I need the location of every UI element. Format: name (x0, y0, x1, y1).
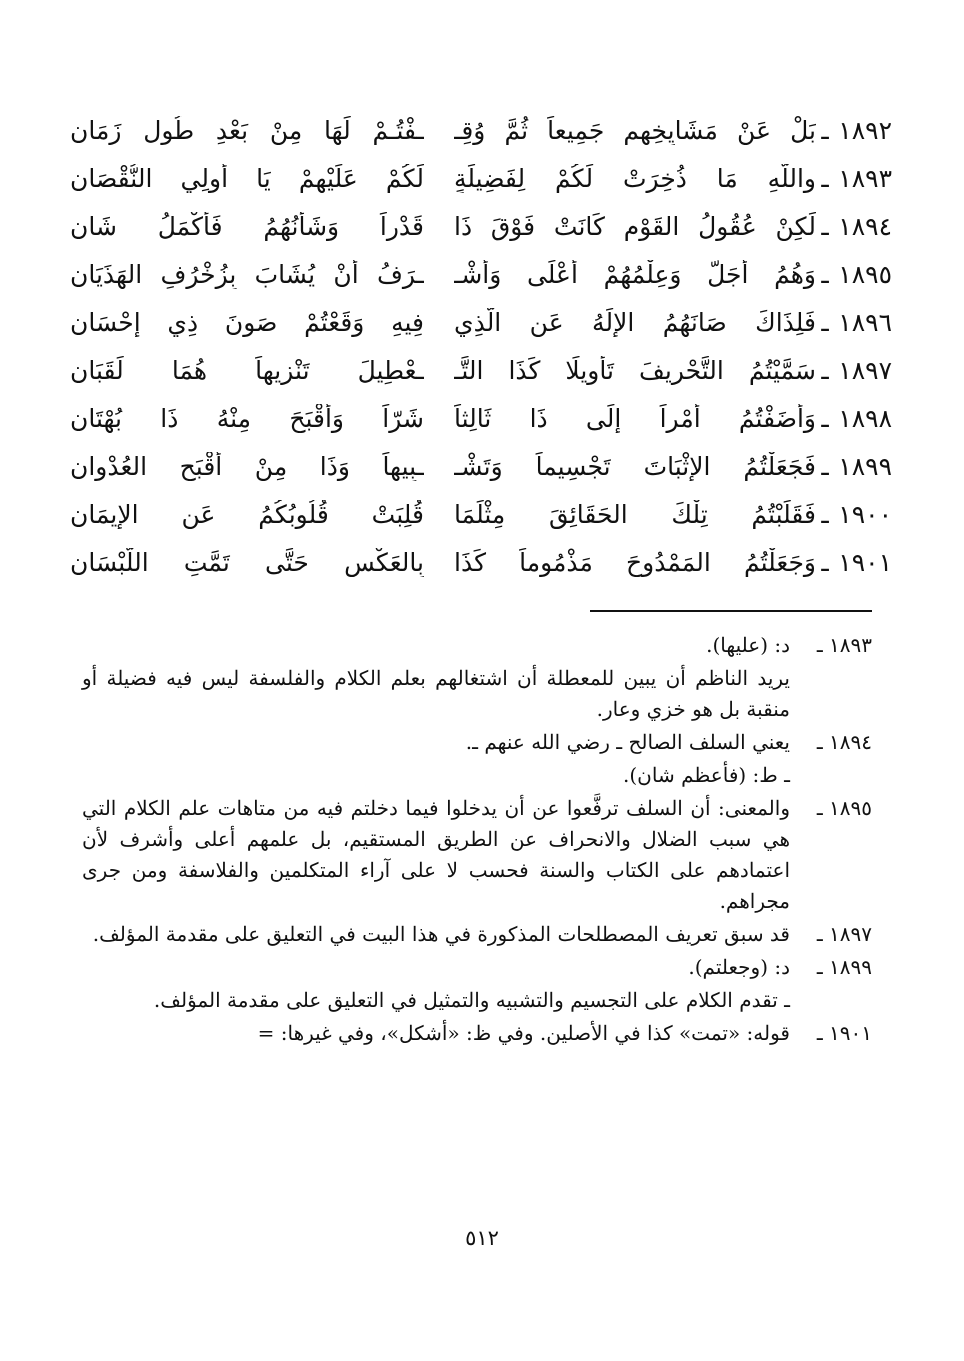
page-number: ٥١٢ (465, 1226, 499, 1250)
verse-number: ١٨٩٤ (838, 211, 892, 241)
verse-second-hemistich: فِيهِ وَقَعْتُمْ صَونَ ذِي إحْسَانِ (70, 307, 424, 337)
verse-second-hemistich: لَكُمْ عَلَيْهِمْ يَا أولِي النُّقْصَانِ (70, 163, 424, 193)
verse-second-hemistich: ـبِيهاً وَذَا مِنْ أقْبَحِ العُدْوانِ (70, 451, 424, 481)
verse-line (70, 346, 892, 394)
footnotes (82, 630, 872, 1051)
verse-dash: ـ (821, 547, 829, 577)
footnote-text: يعني السلف الصالح ـ رضي الله عنهم ـ. (465, 730, 790, 754)
verse-line (70, 394, 892, 442)
footnote-text: ـ تقدم الكلام على التجسيم والتشبيه والتمثيل في التعليق على مقدمة المؤلف. (153, 988, 790, 1012)
verse-number: ١٨٩٢ (838, 115, 892, 145)
verse-dash: ـ (821, 499, 829, 529)
verse-second-hemistich: قُلِبَتْ قُلُوبُكُمُ عَنِ الإِيمَانِ (70, 499, 424, 529)
footnote (82, 630, 872, 661)
verse-first-hemistich: لَكِنْ عُقُولُ القَوْمِ كَانَتْ فَوْقَ ذَا (454, 211, 816, 241)
verse-second-hemistich: شَرّاً وَأقْبَحَ مِنْهُ ذَا بُهْتَانِ (70, 403, 424, 433)
footnote-text: د: (وجعلتم). (688, 955, 790, 979)
footnote-separator (590, 610, 872, 612)
verse-first-hemistich: بَلْ عَنْ مَشَايِخِهِم جَمِيعاً ثُمَّ وُقِـ (454, 115, 816, 145)
footnote (82, 985, 872, 1016)
footnote (82, 663, 872, 725)
verse-number: ١٨٩٥ (838, 259, 892, 289)
verse-second-hemistich: قَدْراً وَشَأْنُهُمُ فَأكْمَلُ شَانِ (70, 211, 424, 241)
verse-dash: ـ (821, 259, 829, 289)
verse-second-hemistich: ـعْطِيلَ تَنْزِيهاً هُمَا لَقَبَانِ (70, 355, 424, 385)
verse-line (70, 490, 892, 538)
verse-line (70, 202, 892, 250)
verse-first-hemistich: واللَّهِ مَا ذُخِرَتْ لَكُمْ لِفَضِيلَةٍ (454, 163, 816, 193)
verse-first-hemistich: سَمَّيْتُمُ التَّحْرِيفَ تَأْوِيلًا كَذَا التَّـ (454, 355, 816, 385)
footnote-text: ـ ط: (فأعظم شان). (623, 763, 790, 787)
verse-second-hemistich: ـرَفُ أنْ يُشَابَ بِزُخْرُفِ الهَذَيَانِ (70, 259, 424, 289)
verse-line (70, 442, 892, 490)
verse-number: ١٩٠٠ (838, 499, 892, 529)
verse-line (70, 298, 892, 346)
verse-number: ١٨٩٩ (838, 451, 892, 481)
verse-second-hemistich: بِالعَكْسِ حَتَّى تَمَّتِ اللَّبْسَانِ (70, 547, 424, 577)
footnote-text: والمعنى: أن السلف ترفَّعوا عن أن يدخلوا فيما دخلتم فيه من متاهات علم الكلام التي هي سبب الضلال والانحراف عن الطريق المستقيم، بل علمهم أعلى وأشرف لأن اعتمادهم على الكتاب والسنة فحسب لا على آراء المتكلمين والفلاسفة ومن جرى مجراهم. (82, 796, 790, 913)
verse-first-hemistich: فَلِذَاكَ صَانَهُمُ الإِلَهُ عَنِ الَّذِي (454, 307, 816, 337)
verse-dash: ـ (821, 211, 829, 241)
verse-dash: ـ (821, 451, 829, 481)
footnote-number: ١٨٩٧ ـ (816, 922, 872, 946)
footnote-text: يريد الناظم أن يبين للمعطلة أن اشتغالهم بعلم الكلام والفلسفة ليس فيه فضيلة أو منقبة بل هو خزي وعار. (82, 666, 790, 721)
verse-dash: ـ (821, 115, 829, 145)
footnote-text: قوله: «تمت» كذا في الأصلين. وفي ظ: «أشكل»، وفي غيرها: = (257, 1021, 790, 1045)
verse-line (70, 154, 892, 202)
footnote (82, 727, 872, 758)
verse-first-hemistich: وَأَضَفْتُمُ أَمْراً إِلَى ذَا ثَالِثاً (454, 403, 816, 433)
footnote-text: قد سبق تعريف المصطلحات المذكورة في هذا البيت في التعليق على مقدمة المؤلف. (92, 922, 790, 946)
footnote (82, 1018, 872, 1049)
verse-line (70, 538, 892, 586)
verse-line (70, 106, 892, 154)
verse-dash: ـ (821, 307, 829, 337)
footnote-number: ١٨٩٣ ـ (816, 633, 872, 657)
footnote (82, 919, 872, 950)
verse-dash: ـ (821, 403, 829, 433)
verse-number: ١٨٩٨ (838, 403, 892, 433)
verse-first-hemistich: وَجَعَلْتُمُ المَمْدُوحَ مَذْمُوماً كَذَا (454, 547, 816, 577)
verse-number: ١٨٩٧ (838, 355, 892, 385)
verse-second-hemistich: ـفْتُـمْ لَهَا مِنْ بَعْدِ طُولِ زَمَانِ (70, 115, 424, 145)
verse-first-hemistich: فَقَلَبْتُمُ تِلْكَ الحَقَائِقَ مِثْلَمَا (454, 499, 816, 529)
footnote (82, 952, 872, 983)
footnote-number: ١٨٩٩ ـ (816, 955, 872, 979)
footnote-text: د: (عليها). (706, 633, 790, 657)
footnote-number: ١٩٠١ ـ (816, 1021, 872, 1045)
verse-number: ١٩٠١ (838, 547, 892, 577)
verse-dash: ـ (821, 163, 829, 193)
footnote-number: ١٨٩٤ ـ (816, 730, 872, 754)
verse-first-hemistich: فَجَعَلْتُمُ الإِثْبَاتَ تَجْسِيماً وَتَشْـ (454, 451, 816, 481)
verse-line (70, 250, 892, 298)
footnote-number: ١٨٩٥ ـ (816, 796, 872, 820)
verse-number: ١٨٩٣ (838, 163, 892, 193)
footnote (82, 760, 872, 791)
verse-number: ١٨٩٦ (838, 307, 892, 337)
footnote (82, 793, 872, 917)
verse-first-hemistich: وَهُمُ أَجَلُّ وَعِلْمُهُمْ أَعْلَى وَأَشْـ (454, 259, 816, 289)
verse-dash: ـ (821, 355, 829, 385)
